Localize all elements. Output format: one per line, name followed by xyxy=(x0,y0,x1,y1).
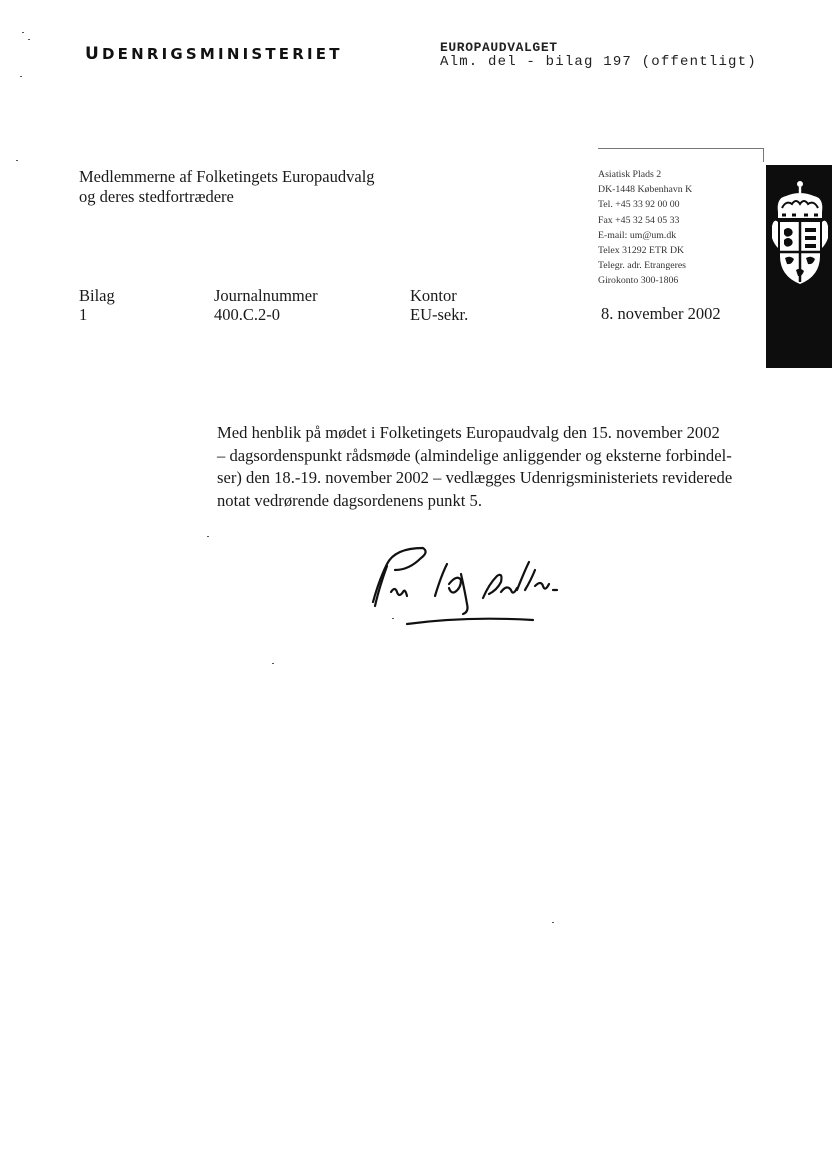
journal-label: Journalnummer xyxy=(214,286,318,305)
address-street: Asiatisk Plads 2 xyxy=(598,169,662,180)
address-block xyxy=(598,167,692,289)
recipient-line-1: Medlemmerne af Folketingets Europaudvalg xyxy=(79,167,375,186)
address-telegram: Telegr. adr. Etrangeres xyxy=(598,260,686,272)
body-line-4: notat vedrørende dagsordenens punkt 5. xyxy=(217,490,482,510)
archive-stamp xyxy=(440,40,757,70)
address-telex: Telex 31292 ETR DK xyxy=(598,245,685,257)
address-divider xyxy=(598,148,764,149)
ministry-initial: U xyxy=(85,44,103,64)
address-giro: Girokonto 300-1806 xyxy=(598,275,679,287)
body-line-1: Med henblik på mødet i Folketingets Europaudvalg den 15. november 2002 xyxy=(217,423,720,442)
kontor-label: Kontor xyxy=(410,286,457,305)
signature xyxy=(365,540,585,630)
recipient-line-2: og deres stedfortrædere xyxy=(79,187,234,206)
royal-crest-icon xyxy=(772,178,828,288)
address-city: DK-1448 København K xyxy=(598,184,693,196)
recipient-block xyxy=(79,167,375,207)
ministry-name xyxy=(85,44,343,64)
body-line-2: – dagsordenspunkt rådsmøde (almindelige anliggender og eksterne forbindel- xyxy=(217,445,732,465)
address-email: E-mail: um@um.dk xyxy=(598,229,677,241)
address-fax: Fax +45 32 54 05 33 xyxy=(598,214,680,226)
address-divider-tick xyxy=(763,148,764,162)
address-phone: Tel. +45 33 92 00 00 xyxy=(598,199,680,211)
kontor-value: EU-sekr. xyxy=(410,305,469,324)
bilag-label: Bilag xyxy=(79,286,115,305)
ministry-name-rest: DENRIGSMINISTERIET xyxy=(102,45,343,63)
letter-date: 8. november 2002 xyxy=(601,304,721,323)
bilag-value: 1 xyxy=(79,305,88,324)
letter-body xyxy=(217,422,762,512)
journal-value: 400.C.2-0 xyxy=(214,305,280,324)
stamp-reference: Alm. del - bilag 197 (offentligt) xyxy=(440,54,757,70)
stamp-committee: EUROPAUDVALGET xyxy=(440,40,558,55)
body-line-3: ser) den 18.-19. november 2002 – vedlægges Udenrigsministeriets reviderede xyxy=(217,468,733,487)
